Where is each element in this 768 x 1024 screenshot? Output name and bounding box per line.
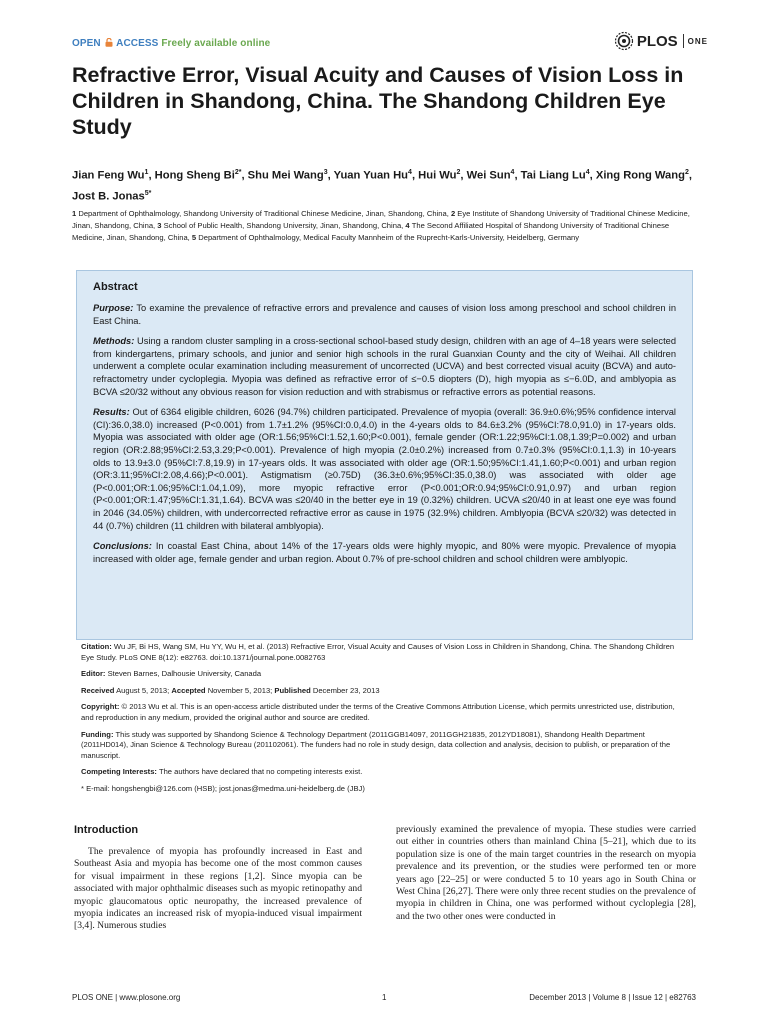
intro-left-column bbox=[74, 824, 362, 933]
author-name: Xing Rong Wang bbox=[595, 169, 685, 182]
author-name: Jost B. Jonas bbox=[72, 190, 145, 203]
abstract-box bbox=[76, 270, 693, 640]
author-affiliation-mark: 2 bbox=[456, 169, 461, 176]
abstract-purpose: Purpose: To examine the prevalence of refractive errors and prevalence and causes of vision loss among preschool and school children in East China. bbox=[93, 303, 677, 326]
affiliation-number: 1 bbox=[72, 209, 79, 218]
author-name: Hui Wu bbox=[418, 169, 457, 182]
footer-page-number: 1 bbox=[382, 993, 387, 1002]
plos-one-logo bbox=[614, 31, 708, 51]
affiliation-text: School of Public Health, Shandong University, Jinan, Shandong, China, bbox=[163, 221, 406, 230]
footer-journal[interactable]: PLOS ONE | www.plosone.org bbox=[72, 993, 181, 1002]
freely-available-label: Freely available online bbox=[161, 38, 271, 49]
access-label: ACCESS bbox=[116, 38, 159, 49]
funding: Funding: This study was supported by Shandong Science & Technology Department (2011GGB14097, 2011GGH21835, 2012YD18081), Shandong Health Department (2011HD014), Jinan Science & Technology Bureau (201102061). The funders had no role in study design, data collection and analysis, decision to publish, or preparation of the manuscript. bbox=[81, 729, 671, 760]
open-lock-icon bbox=[105, 38, 113, 47]
author-name: Tai Liang Lu bbox=[520, 169, 586, 182]
author-list: Jian Feng Wu$^1$, Hong Sheng $Bi^{2*}$, Shu Mei Wang$^3$, Yuan Yuan Hu$^4$, Hui Wu$^2$, Wei Sun$^4$, Tai Liang Lu$^4$, Xing Rong Wang$^2$, Jost B. Jonas$^{5*}$ bbox=[72, 169, 692, 203]
author-affiliation-mark: 3 bbox=[323, 169, 328, 176]
affiliation-text: The Second Affiliated Hospital of Shandong University of Traditional Chinese Medicine, Jinan, Shandong, China, bbox=[72, 221, 670, 242]
author-affiliation-mark: 4 bbox=[408, 169, 412, 176]
article-title: Refractive Error, Visual Acuity and Causes of Vision Loss in Children in Shandong, China. The Shandong Children Eye Study bbox=[72, 63, 684, 139]
footer-issue: December 2013 | Volume 8 | Issue 12 | e82763 bbox=[529, 993, 696, 1002]
intro-right-column bbox=[396, 824, 696, 923]
intro-heading: Introduction bbox=[74, 824, 139, 836]
abstract-methods: Methods: Using a random cluster sampling in a cross-sectional school-based study design, children with an age of 4–18 years were selected from kindergartens, primary schools, and junior and senior high schools in the rural Guanxian County and the city of Weihai. All children underwent a complete ocular examination including measurement of uncorrected (UCVA) and best corrected visual acuity (BCVA) and auto-refractometry under cycloplegia. Myopia was defined as refractive error of ≤−0.5 diopters (D), high myopia as ≤−6.0D, and amblyopia as BCVA ≤20/32 without any obvious reason for vision reduction and with strabismus or refractive errors as potential reasons. bbox=[93, 336, 676, 397]
dates: Received August 5, 2013; Accepted November 5, 2013; Published December 23, 2013 bbox=[81, 685, 380, 695]
author-affiliation-mark: 4 bbox=[585, 169, 590, 176]
author-name: Shu Mei Wang bbox=[247, 169, 324, 182]
abstract-heading: Abstract bbox=[93, 281, 138, 293]
copyright: Copyright: © 2013 Wu et al. This is an open-access article distributed under the terms of the Creative Commons Attribution License, which permits unrestricted use, distribution, and reproduction in any medium, provided the original author and source are credited. bbox=[81, 702, 675, 722]
citation: Citation: Wu JF, Bi HS, Wang SM, Hu YY, Wu H, et al. (2013) Refractive Error, Visual Acuity and Causes of Vision Loss in Children in Shandong, China. The Shandong Children Eye Study. PLoS ONE 8(12): e82763. doi:10.1371/journal.pone.0082763 bbox=[81, 642, 675, 662]
author-name: Yuan Yuan Hu bbox=[333, 169, 409, 182]
plos-wordmark: PLOS bbox=[636, 32, 678, 50]
author-affiliation-mark: 1 bbox=[144, 169, 149, 176]
open-label: OPEN bbox=[72, 38, 101, 49]
affiliation-text: Eye Institute of Shandong University of Traditional Chinese Medicine, Jinan, Shandong, China, bbox=[72, 209, 690, 230]
editor: Editor: Steven Barnes, Dalhousie University, Canada bbox=[81, 669, 262, 679]
open-access-banner bbox=[72, 38, 270, 49]
article-metadata bbox=[81, 642, 689, 801]
affiliation-number: 2 bbox=[450, 209, 458, 218]
intro-paragraph-right: previously examined the prevalence of myopia. These studies were carried out either in countries others than mainland China [5–21], which due to its population size is one of the main target countries in the research on myopia prevalence and its prevention, or the studies were performed ten or more years ago [22–25] or were conducted 5 to 10 years ago in South China or West China [26,27]. There were only three recent studies on the prevalence of myopia in children in China, one was performed without cycloplegia [28], and the two other ones were conducted in bbox=[396, 824, 696, 922]
abstract-conclusions: Conclusions: In coastal East China, about 14% of the 17-years olds were highly myopic, and 80% were myopic. Prevalence of myopia increased with older age, female gender and urban region. About 0.7% of pre-school children and school children were amblyopic. bbox=[93, 541, 676, 564]
intro-paragraph-left: The prevalence of myopia has profoundly increased in East and Southeast Asia and myopia has become one of the most common causes for visual impairment in these regions [1,2]. Since myopia can be associated with major ophthalmic diseases such as myopic retinopathy and myopic glaucomatous optic neuropathy, the increased prevalence of myopia indicates an increased risk of myopia-induced visual impairment [3,4]. Numerous studies bbox=[74, 846, 362, 932]
affiliation-text: Department of Ophthalmology, Medical Faculty Mannheim of the Ruprecht-Karls-University, Heidelberg, Germany bbox=[198, 233, 580, 242]
author-affiliation-mark: 4 bbox=[510, 169, 515, 176]
author-affiliation-mark: 2* bbox=[234, 169, 242, 176]
email[interactable]: * E-mail: hongshengbi@126.com (HSB); jost.jonas@medma.uni-heidelberg.de (JBJ) bbox=[81, 783, 365, 793]
author-name: Jian Feng Wu bbox=[72, 169, 145, 182]
competing-interests: Competing Interests: The authors have declared that no competing interests exist. bbox=[81, 767, 363, 777]
affiliation-number: 3 bbox=[157, 221, 164, 230]
author-name: Wei Sun bbox=[466, 169, 511, 182]
author-name: Hong Sheng Bi bbox=[154, 169, 235, 182]
affiliation-number: 4 bbox=[405, 221, 412, 230]
plos-gear-icon bbox=[614, 31, 634, 51]
one-wordmark: ONE bbox=[687, 36, 708, 46]
affiliation-list bbox=[72, 208, 700, 244]
abstract-results: Results: Out of 6364 eligible children, 6026 (94.7%) children participated. Prevalence of myopia (overall: 36.9±0.6%;95% confidence interval (CI):36.0,38.0) increased (P<0.001) from 1.7±1.2% (95%CI:0.0,4.0) in the 4-years olds to 84.6±3.2% (95%CI:78.0,91.0) in 17-years olds. Myopia was associated with older age (OR:1.56;95%CI:1.52,1.60;P<0.001), female gender (OR:1.22;95%CI:1.08,1.39;P=0.002) and urban region (OR:2.88;95%CI:2.53,3.29;P<0.001). Prevalence of high myopia (2.0±0.2%) increased from 0.7±0.3% (95%CI:0.1,1.3) in 10-years olds to 13.9±3.0 (95%CI:7.8,19.9) in 17-years olds. It was associated with older age (OR:1.50;95%CI:1.41,1.60;P<0.001) and urban region (OR:3.11;95%CI:2.08,4.66);P<0.001). Astigmatism (≥0.75D) (36.3±0.6%;95%CI:35.0,38.0) was associated with older age (P<0.001;OR:1.06;95%CI:1.04,1.09), more myopic refractive error (P<0.001;OR:0.94;95%CI:0.91,0.97) and urban region (P<0.001;OR:1.47;95%CI:1.31,1.64). BCVA was ≤20/40 in the better eye in 19 (0.32%) children. UCVA ≤20/40 in at least one eye was found in 2046 (34.05%) children, with undercorrected refractive error as cause in 1975 (32.9%) children. Amblyopia (BCVA ≤20/32) was detected in 44 (0.7%) children (11 children with bilateral amblyopia). bbox=[93, 407, 676, 531]
affiliation-text: Department of Ophthalmology, Shandong University of Traditional Chinese Medicine, Jinan, Shandong, China, bbox=[78, 209, 451, 218]
author-affiliation-mark: 5* bbox=[144, 189, 152, 197]
author-affiliation-mark: 2 bbox=[684, 169, 689, 176]
affiliation-number: 5 bbox=[191, 233, 199, 242]
